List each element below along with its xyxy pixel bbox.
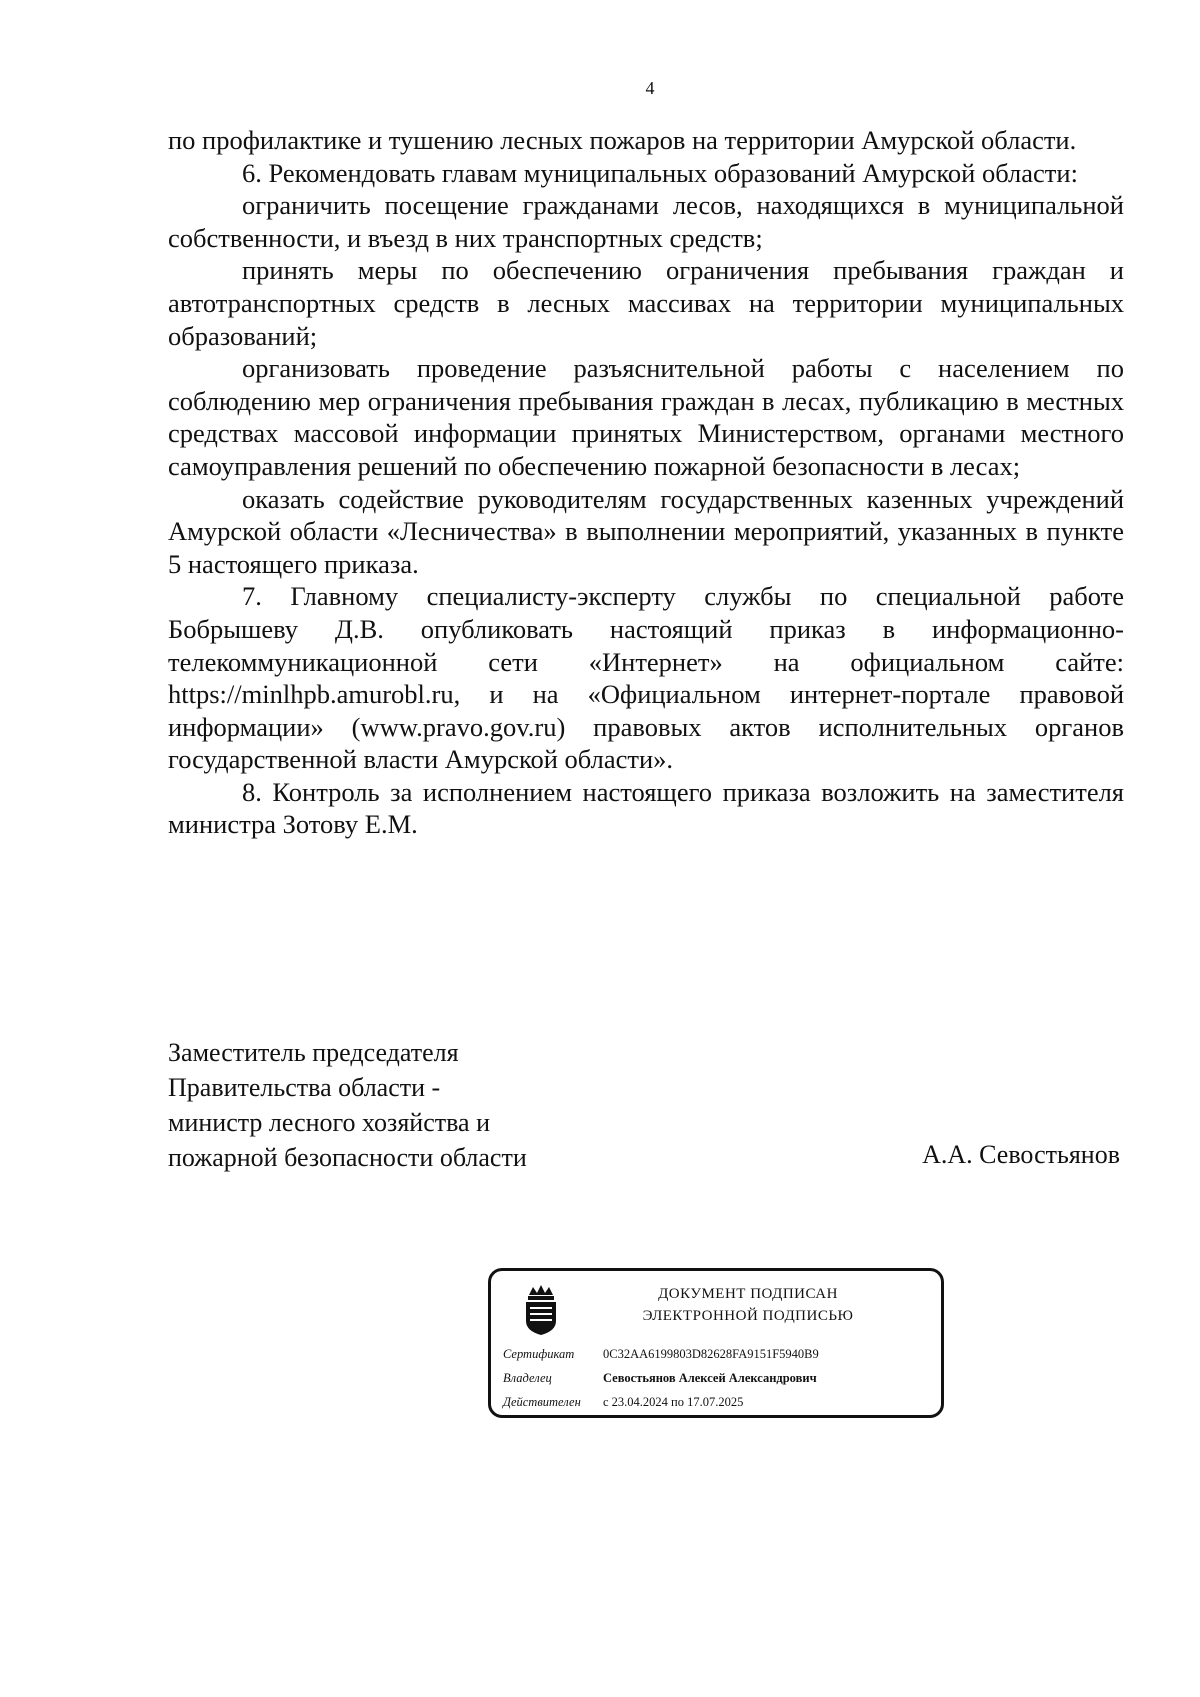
paragraph-subitem: принять меры по обеспечению ограничения пребывания граждан и автотранспортных средств в лесных массивах на территории муниципальных образований; — [168, 255, 1124, 351]
page-number: 4 — [645, 78, 655, 98]
paragraph-subitem: организовать проведение разъяснительной работы с населением по соблюдению мер ограничения пребывания граждан в лесах, публикацию в местных средствах массовой информации принятых Министерством, органами местного самоуправления решений по обеспечению пожарной безопасности в лесах; — [168, 353, 1124, 481]
signatory-title-line: министр лесного хозяйства и — [168, 1108, 490, 1137]
paragraph-subitem: ограничить посещение гражданами лесов, находящихся в муниципальной собственности, и въезд в них транспортных средств; — [168, 190, 1124, 253]
electronic-signature-stamp — [488, 1268, 944, 1418]
paragraph-subitem: оказать содействие руководителям государственных казенных учреждений Амурской области «Лесничества» в выполнении мероприятий, указанных в пункте 5 настоящего приказа. — [168, 483, 1124, 579]
certificate-label: Сертификат — [503, 1347, 575, 1361]
owner-value: Севостьянов Алексей Александрович — [603, 1371, 817, 1385]
paragraph-item-7: 7. Главному специалисту-эксперту службы по специальной работе Бобрышеву Д.В. опубликовать настоящий приказ в информационно-телекоммуникационной сети «Интернет» на официальном сайте: https://minlhpb.amurobl.ru, и на «Официальном интернет-портале правовой информации» (www.pravo.gov.ru) правовых актов исполнительных органов государственной власти Амурской области». — [168, 581, 1124, 775]
coat-of-arms-icon — [521, 1281, 561, 1337]
certificate-value: 0C32AA6199803D82628FA9151F5940B9 — [603, 1347, 819, 1361]
stamp-title — [583, 1283, 913, 1327]
owner-label: Владелец — [503, 1371, 552, 1385]
validity-value: с 23.04.2024 по 17.07.2025 — [603, 1395, 744, 1409]
signatory-title-line: Правительства области - — [168, 1073, 441, 1102]
signatory-title-line: пожарной безопасности области — [168, 1143, 527, 1172]
signatory-title-line: Заместитель председателя — [168, 1038, 459, 1067]
signatory-name: А.А. Севостьянов — [922, 1140, 1120, 1169]
document-body — [168, 124, 1124, 841]
stamp-validity-row — [503, 1395, 743, 1410]
paragraph-item-8: 8. Контроль за исполнением настоящего приказа возложить на заместителя министра Зотову Е.М. — [168, 776, 1124, 840]
signatory-title — [168, 1035, 527, 1175]
paragraph-continuation: по профилактике и тушению лесных пожаров на территории Амурской области. — [168, 125, 1077, 155]
stamp-title-line: ЭЛЕКТРОННОЙ ПОДПИСЬЮ — [642, 1308, 854, 1324]
stamp-title-line: ДОКУМЕНТ ПОДПИСАН — [658, 1286, 838, 1302]
validity-label: Действителен — [503, 1395, 581, 1409]
stamp-owner-row — [503, 1371, 817, 1386]
stamp-certificate-row — [503, 1347, 819, 1362]
paragraph-item-6: 6. Рекомендовать главам муниципальных образований Амурской области: — [242, 157, 1078, 188]
